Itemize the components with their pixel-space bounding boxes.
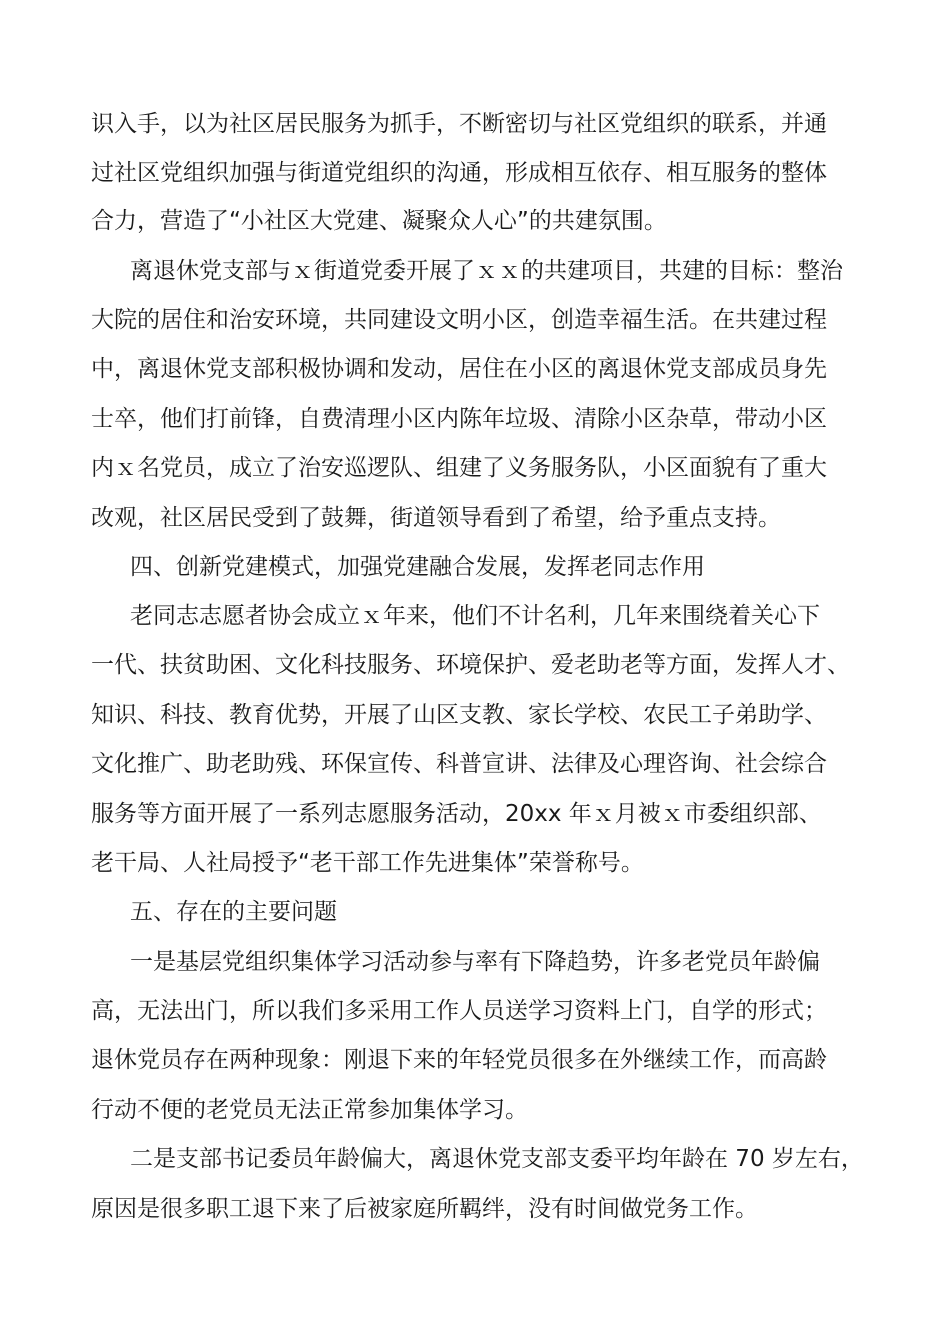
section-heading: 四、创新党建模式，加强党建融合发展，发挥老同志作用 bbox=[130, 554, 705, 580]
text-line: 合力，营造了“小社区大党建、凝聚众人心”的共建氛围。 bbox=[91, 208, 667, 234]
text-line: 中，离退休党支部积极协调和发动，居住在小区的离退休党支部成员身先 bbox=[91, 356, 827, 382]
text-line: 大院的居住和治安环境，共同建设文明小区，创造幸福生活。在共建过程 bbox=[91, 307, 827, 333]
text-line: 退休党员存在两种现象：刚退下来的年轻党员很多在外继续工作，而高龄 bbox=[91, 1047, 827, 1073]
text-line: 原因是很多职工退下来了后被家庭所羁绊，没有时间做党务工作。 bbox=[91, 1196, 758, 1222]
text-line: 老干局、人社局授予“老干部工作先进集体”荣誉称号。 bbox=[91, 850, 644, 876]
text-line: 改观，社区居民受到了鼓舞，街道领导看到了希望，给予重点支持。 bbox=[91, 505, 781, 531]
text-line: 识入手，以为社区居民服务为抓手，不断密切与社区党组织的联系，并通 bbox=[91, 111, 827, 137]
text-line: 文化推广、助老助残、环保宣传、科普宣讲、法律及心理咨询、社会综合 bbox=[91, 751, 827, 777]
text-line: 高，无法出门，所以我们多采用工作人员送学习资料上门，自学的形式； bbox=[91, 998, 827, 1024]
text-line: 内ｘ名党员，成立了治安巡逻队、组建了义务服务队，小区面貌有了重大 bbox=[91, 455, 827, 481]
text-line: 服务等方面开展了一系列志愿服务活动，20xx 年ｘ月被ｘ市委组织部、 bbox=[91, 801, 822, 827]
section-heading: 五、存在的主要问题 bbox=[130, 899, 337, 925]
text-line: 一是基层党组织集体学习活动参与率有下降趋势，许多老党员年龄偏 bbox=[130, 949, 820, 975]
text-line: 过社区党组织加强与街道党组织的沟通，形成相互依存、相互服务的整体 bbox=[91, 160, 827, 186]
text-line: 离退休党支部与ｘ街道党委开展了ｘｘ的共建项目，共建的目标：整治 bbox=[130, 258, 843, 284]
text-line: 士卒，他们打前锋，自费清理小区内陈年垃圾、清除小区杂草，带动小区 bbox=[91, 406, 827, 432]
text-line: 老同志志愿者协会成立ｘ年来，他们不计名利，几年来围绕着关心下 bbox=[130, 603, 820, 629]
text-line: 行动不便的老党员无法正常参加集体学习。 bbox=[91, 1097, 528, 1123]
text-line: 知识、科技、教育优势，开展了山区支教、家长学校、农民工子弟助学、 bbox=[91, 702, 827, 728]
text-line: 一代、扶贫助困、文化科技服务、环境保护、爱老助老等方面，发挥人才、 bbox=[91, 652, 850, 678]
text-line: 二是支部书记委员年龄偏大，离退休党支部支委平均年龄在 70 岁左右， bbox=[130, 1146, 864, 1172]
